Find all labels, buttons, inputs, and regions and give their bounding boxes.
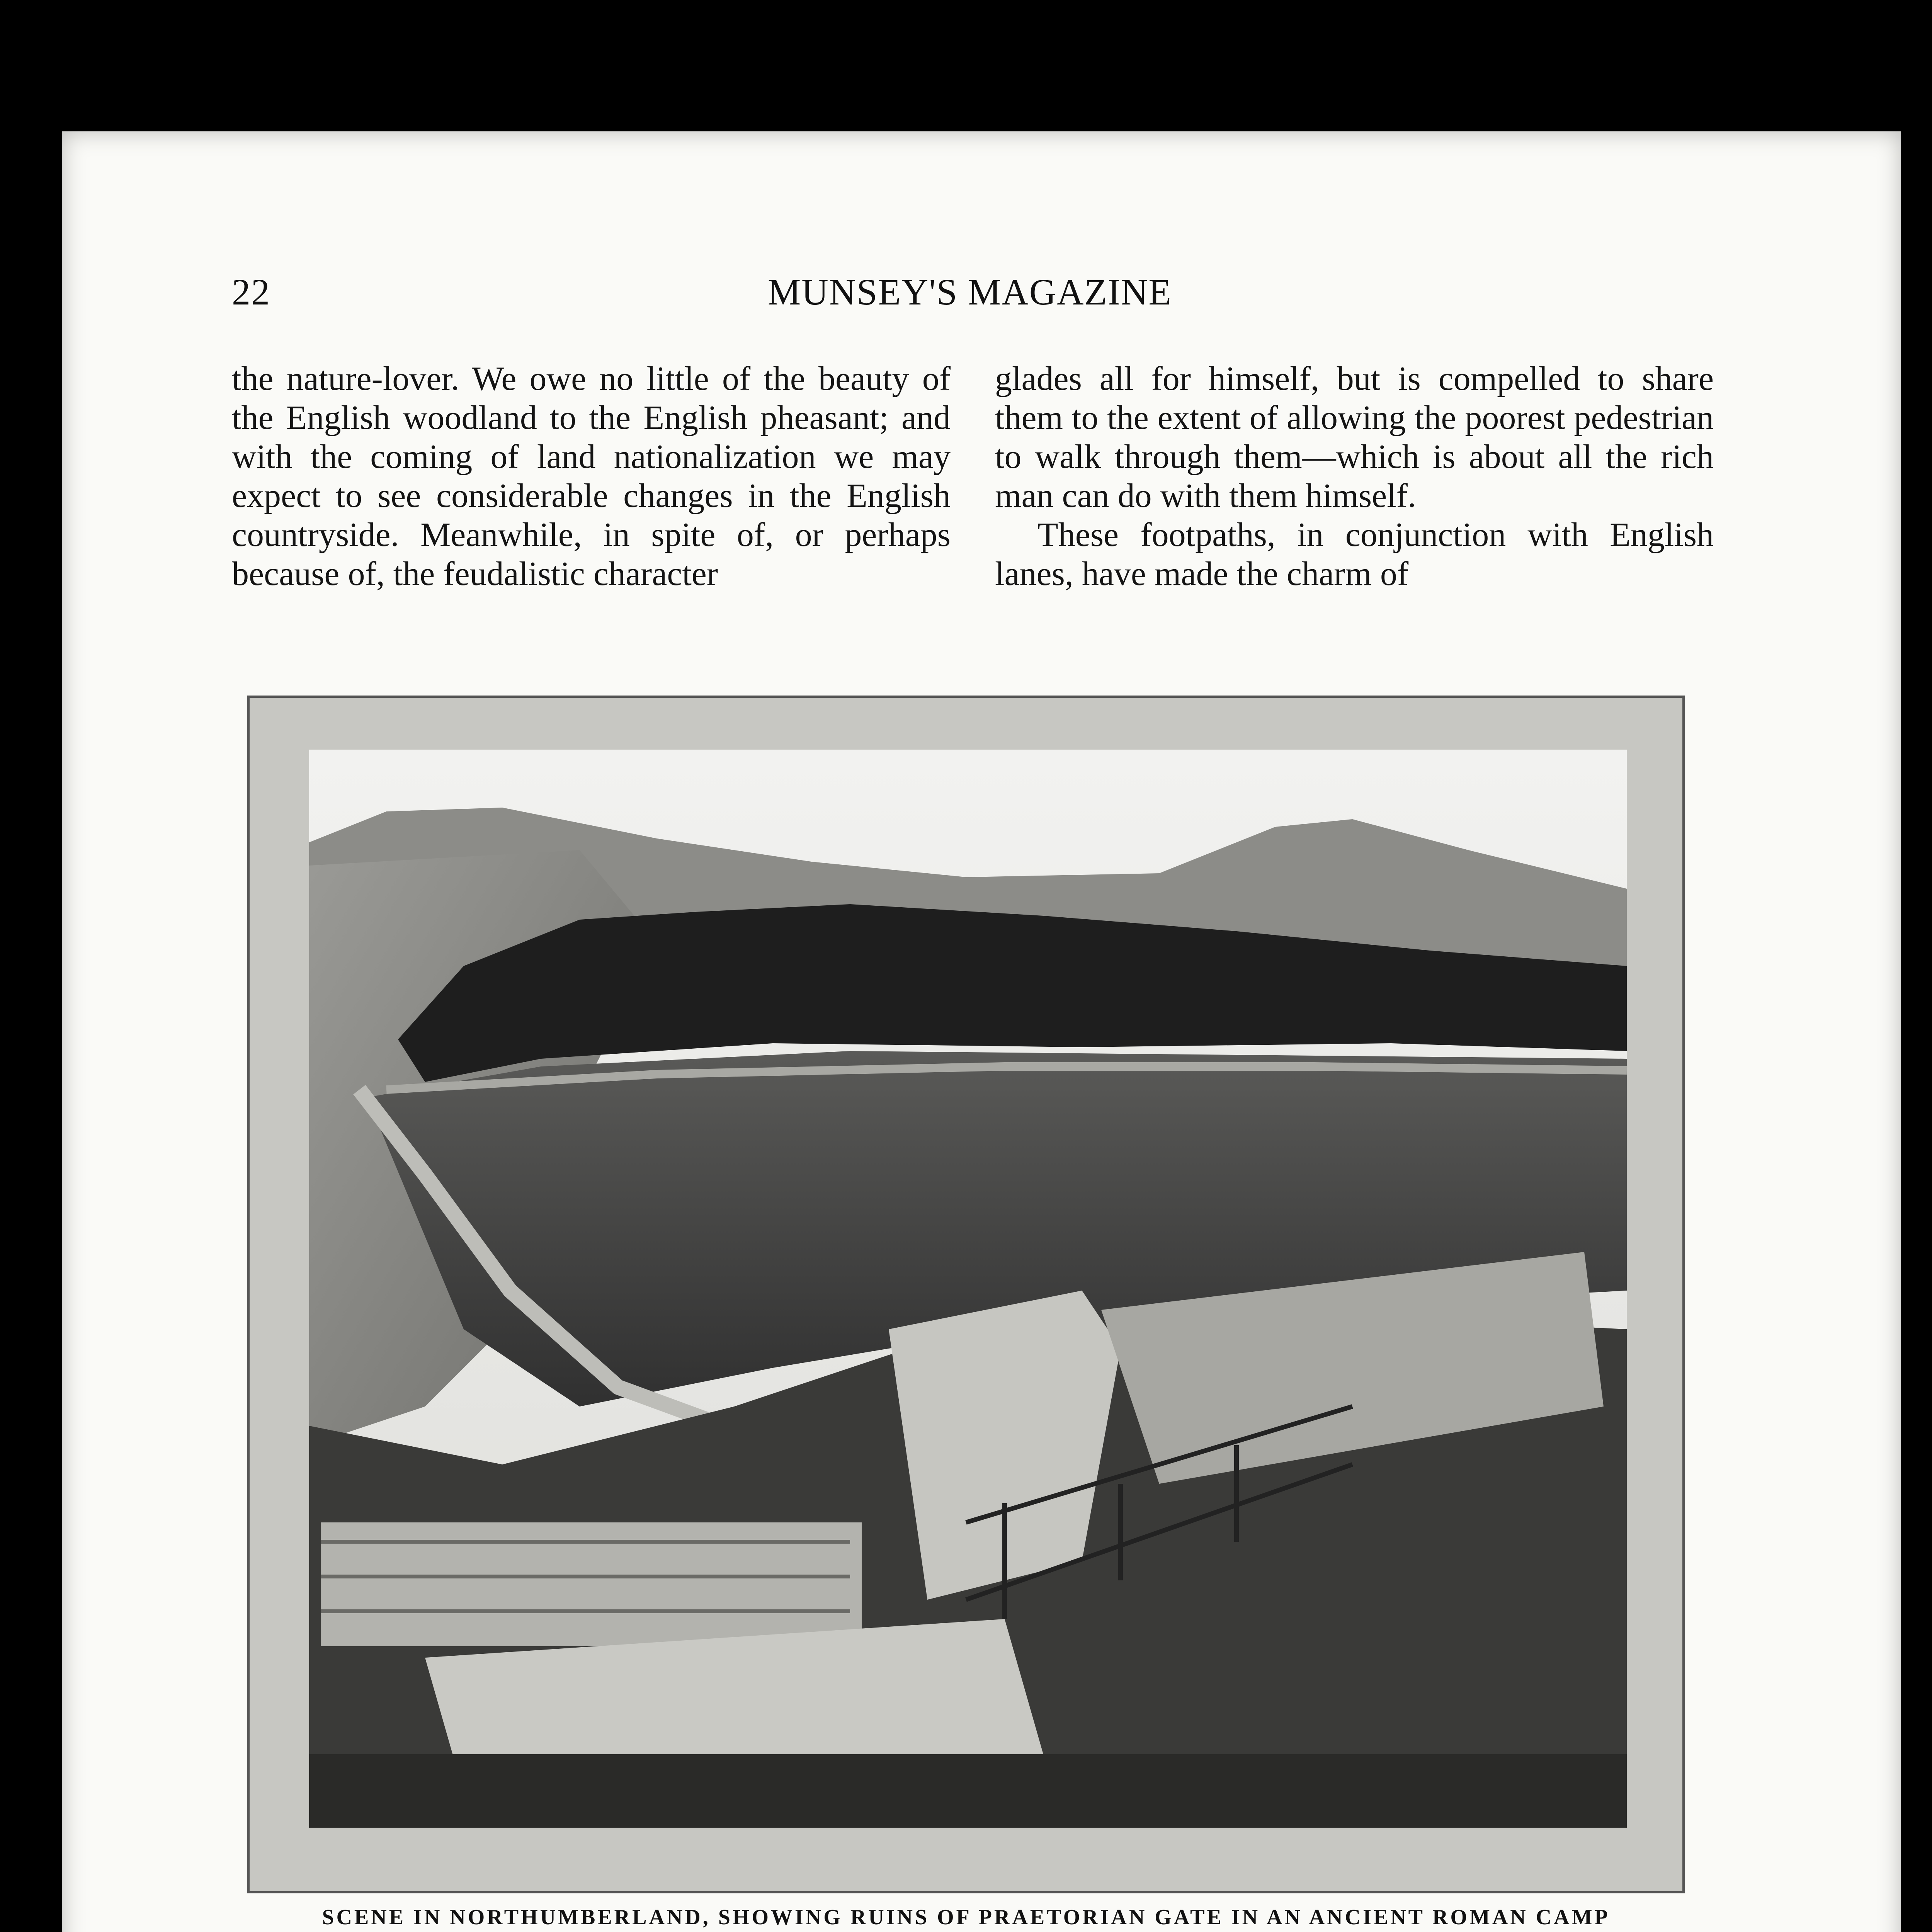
column-top-left: [232, 359, 951, 594]
figure-caption: SCENE IN NORTHUMBERLAND, SHOWING RUINS OF PRAETORIAN GATE IN AN ANCIENT ROMAN CAMP: [322, 1905, 1610, 1929]
photograph-northumberland-ruins: [309, 750, 1627, 1828]
paragraph: the nature-lover. We owe no little of the beauty of the English woodland to the English pheasant; and with the coming of land nationalization we may expect to see considerable changes in the English countryside. Meanwhile, in spite of, or perhaps because of, the feudalistic character: [232, 360, 951, 593]
column-top-right: [995, 359, 1714, 594]
paragraph: These footpaths, in conjunction with English lanes, have made the charm of: [995, 516, 1714, 593]
paragraph: glades all for himself, but is compelled to share them to the extent of allowing the poorest pedestrian to walk through them—which is about all the rich man can do with them himself.: [995, 360, 1714, 515]
running-title: MUNSEY'S MAGAZINE: [768, 271, 1172, 313]
page-number: 22: [232, 271, 270, 313]
page-header: [232, 270, 1708, 321]
